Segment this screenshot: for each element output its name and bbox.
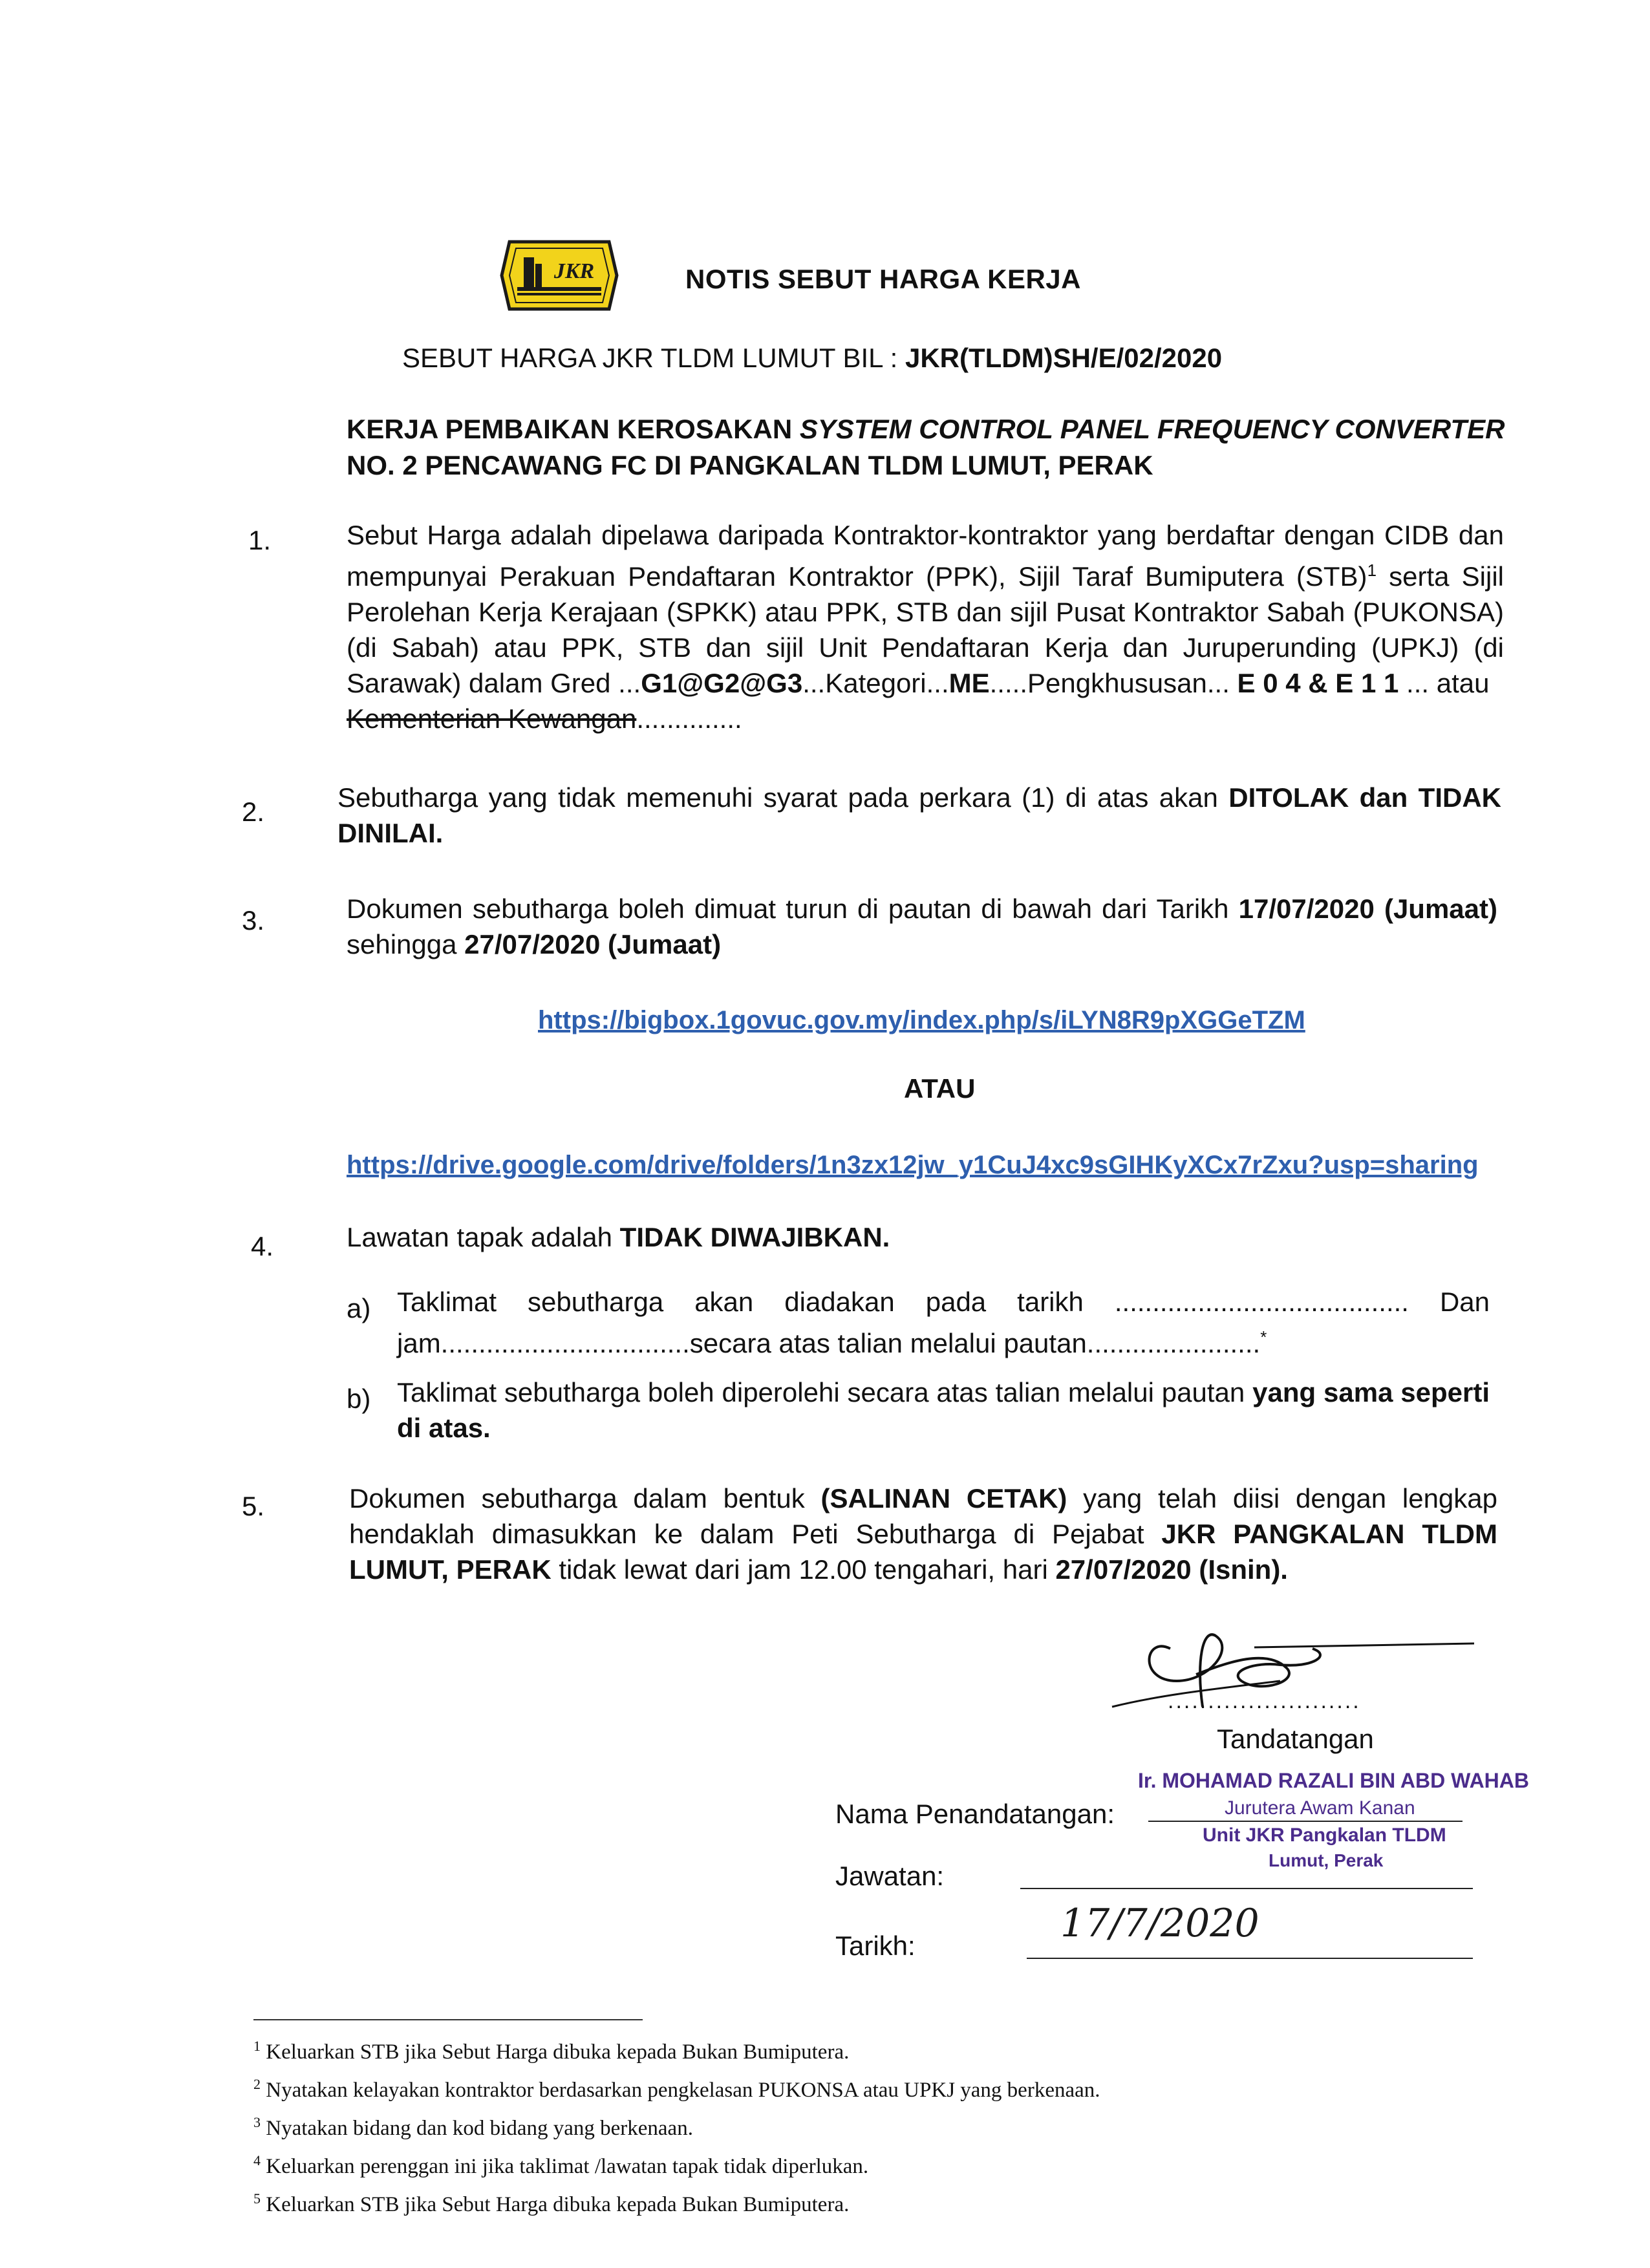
item-4b-bold: yang sama seperti di atas.: [397, 1377, 1490, 1443]
footnote-number: 4: [253, 2152, 261, 2168]
jawatan-label: Jawatan:: [835, 1861, 945, 1891]
atau-separator: ATAU: [904, 1073, 976, 1104]
footnote-text: Nyatakan bidang dan kod bidang yang berkenaan.: [266, 2117, 693, 2140]
item-1-text: [347, 517, 1504, 736]
item-4a-body: Taklimat sebutharga akan diadakan pada tarikh ....................................... Dan jam.................................secara atas talian melalui pautan.......................: [397, 1287, 1490, 1358]
item-5-bold2: JKR PANGKALAN TLDM LUMUT, PERAK: [349, 1519, 1497, 1585]
signature-dots: ........................: [1168, 1689, 1361, 1713]
item-4a-letter: a): [347, 1293, 371, 1323]
kementerian-dots: ..............: [636, 703, 742, 734]
footnote-text: Keluarkan STB jika Sebut Harga dibuka kepada Bukan Bumiputera.: [266, 2193, 850, 2216]
bigbox-link[interactable]: https://bigbox.1govuc.gov.my/index.php/s/iLYN8R9pXGGeTZM: [538, 1006, 1305, 1034]
footnote-item: [253, 2145, 1100, 2183]
footnote-item: [253, 2068, 1100, 2106]
pengkhususan-value: E 0 4 & E 1 1: [1237, 668, 1399, 698]
nama-label: Nama Penandatangan:: [835, 1799, 1115, 1829]
heading-italic: SYSTEM CONTROL PANEL FREQUENCY CONVERTER: [799, 414, 1505, 444]
item-2-number: 2.: [242, 797, 265, 827]
heading-part2: NO. 2 PENCAWANG FC DI PANGKALAN TLDM LUMUT, PERAK: [347, 450, 1153, 480]
item-5-number: 5.: [242, 1491, 265, 1521]
item-5-bold3: 27/07/2020 (Isnin).: [1055, 1554, 1288, 1585]
date-from: 17/07/2020 (Jumaat): [1238, 893, 1497, 924]
item-5-text1: Dokumen sebutharga dalam bentuk: [349, 1483, 821, 1514]
stamp-jawatan: Jurutera Awam Kanan: [1225, 1797, 1415, 1819]
footnote-item: [253, 2106, 1100, 2145]
stamp-location: Lumut, Perak: [1269, 1850, 1384, 1870]
reference-number: [402, 343, 1222, 374]
item-3-number: 3.: [242, 905, 265, 936]
footnote-item: [253, 2183, 1100, 2221]
footnote-number: 3: [253, 2114, 261, 2130]
nama-underline: [1148, 1821, 1462, 1822]
kategori-value: ME: [948, 668, 990, 698]
footnote-ref-1: 1: [1367, 561, 1377, 580]
item-4b-text: [397, 1375, 1490, 1446]
reference-prefix: SEBUT HARGA JKR TLDM LUMUT BIL :: [402, 343, 905, 373]
pengkhususan-prefix: .....Pengkhususan...: [989, 668, 1238, 698]
footnote-text: Nyatakan kelayakan kontraktor berdasarkan pengkelasan PUKONSA atau UPKJ yang berkenaan.: [266, 2079, 1100, 2102]
item-5-text2: yang telah diisi dengan lengkap hendaklah dimasukkan ke dalam Peti Sebutharga di Pejabat: [349, 1483, 1498, 1549]
project-heading: [347, 411, 1510, 484]
gred-prefix: ...: [618, 668, 641, 698]
item-5-text3: tidak lewat dari jam 12.00 tengahari, hari: [551, 1554, 1056, 1585]
tarikh-underline: [1027, 1958, 1473, 1959]
item-4-number: 4.: [251, 1231, 274, 1261]
gred-value: G1@G2@G3: [641, 668, 803, 698]
footnote-divider: [253, 2019, 643, 2020]
footnote-number: 1: [253, 2038, 261, 2054]
google-drive-link[interactable]: https://drive.google.com/drive/folders/1n3zx12jw_y1CuJ4xc9sGIHKyXCx7rZxu?usp=sharing: [347, 1151, 1479, 1179]
footnote-number: 5: [253, 2190, 261, 2207]
logo-text: JKR: [553, 259, 595, 283]
item-5-text: [349, 1481, 1497, 1587]
date-to: 27/07/2020 (Jumaat): [464, 929, 722, 959]
footnote-text: Keluarkan STB jika Sebut Harga dibuka kepada Bukan Bumiputera.: [266, 2040, 850, 2064]
kategori-prefix: ...Kategori...: [802, 668, 949, 698]
tarikh-label: Tarikh:: [835, 1931, 916, 1961]
item-1-text-b: serta Sijil Perolehan Kerja Kerajaan (SPKK) atau PPK, STB dan sijil Pusat Kontraktor Sabah (PUKONSA) (di Sabah) atau PPK, STB dan sijil Unit Pendaftaran Kerja dan Juruperunding (UPKJ) (di Sarawak) dalam Gred: [347, 561, 1504, 698]
item-3-body: Dokumen sebutharga boleh dimuat turun di pautan di bawah dari Tarikh: [347, 893, 1239, 924]
footnote-text: Keluarkan perenggan ini jika taklimat /lawatan tapak tidak diperlukan.: [266, 2155, 869, 2178]
item-1-text-a: Sebut Harga adalah dipelawa daripada Kontraktor-kontraktor yang berdaftar dengan CIDB dan mempunyai Perakuan Pendaftaran Kontraktor (PPK), Sijil Taraf Bumiputera (STB): [347, 520, 1504, 592]
item-3-mid: sehingga: [347, 929, 465, 959]
footnote-number: 2: [253, 2076, 261, 2092]
item-1-number: 1.: [248, 525, 272, 555]
jkr-logo-icon: [498, 238, 621, 313]
jawatan-underline: [1020, 1888, 1473, 1889]
item-4b-body: Taklimat sebutharga boleh diperolehi secara atas talian melalui pautan: [397, 1377, 1253, 1407]
item-4-bold: TIDAK DIWAJIBKAN.: [619, 1222, 890, 1252]
item-4a-text: [397, 1284, 1490, 1361]
atau-text: ... atau: [1398, 668, 1490, 698]
item-4-text: [347, 1219, 1497, 1255]
item-4-body: Lawatan tapak adalah: [347, 1222, 620, 1252]
reference-code: JKR(TLDM)SH/E/02/2020: [905, 343, 1223, 373]
item-2-text: [338, 780, 1501, 851]
signature-label: Tandatangan: [1217, 1724, 1374, 1754]
item-3-text: [347, 891, 1497, 962]
item-4b-letter: b): [347, 1384, 371, 1414]
handwritten-signature-icon: [1099, 1610, 1487, 1733]
stamp-name: Ir. MOHAMAD RAZALI BIN ABD WAHAB: [1138, 1769, 1529, 1792]
page-title: NOTIS SEBUT HARGA KERJA: [685, 264, 1081, 294]
item-2-body: Sebutharga yang tidak memenuhi syarat pada perkara (1) di atas akan: [338, 782, 1229, 813]
heading-part1: KERJA PEMBAIKAN KEROSAKAN: [347, 414, 800, 444]
footnote-item: [253, 2030, 1100, 2068]
footnotes: [253, 2030, 1100, 2221]
item-4a-star: *: [1260, 1327, 1267, 1347]
kementerian-struck: Kementerian Kewangan: [347, 703, 637, 734]
item-2-bold: DITOLAK dan TIDAK DINILAI.: [338, 782, 1501, 848]
stamp-unit: Unit JKR Pangkalan TLDM: [1203, 1824, 1446, 1846]
item-5-bold1: (SALINAN CETAK): [820, 1483, 1067, 1514]
handwritten-date: 17/7/2020: [1060, 1901, 1259, 1946]
